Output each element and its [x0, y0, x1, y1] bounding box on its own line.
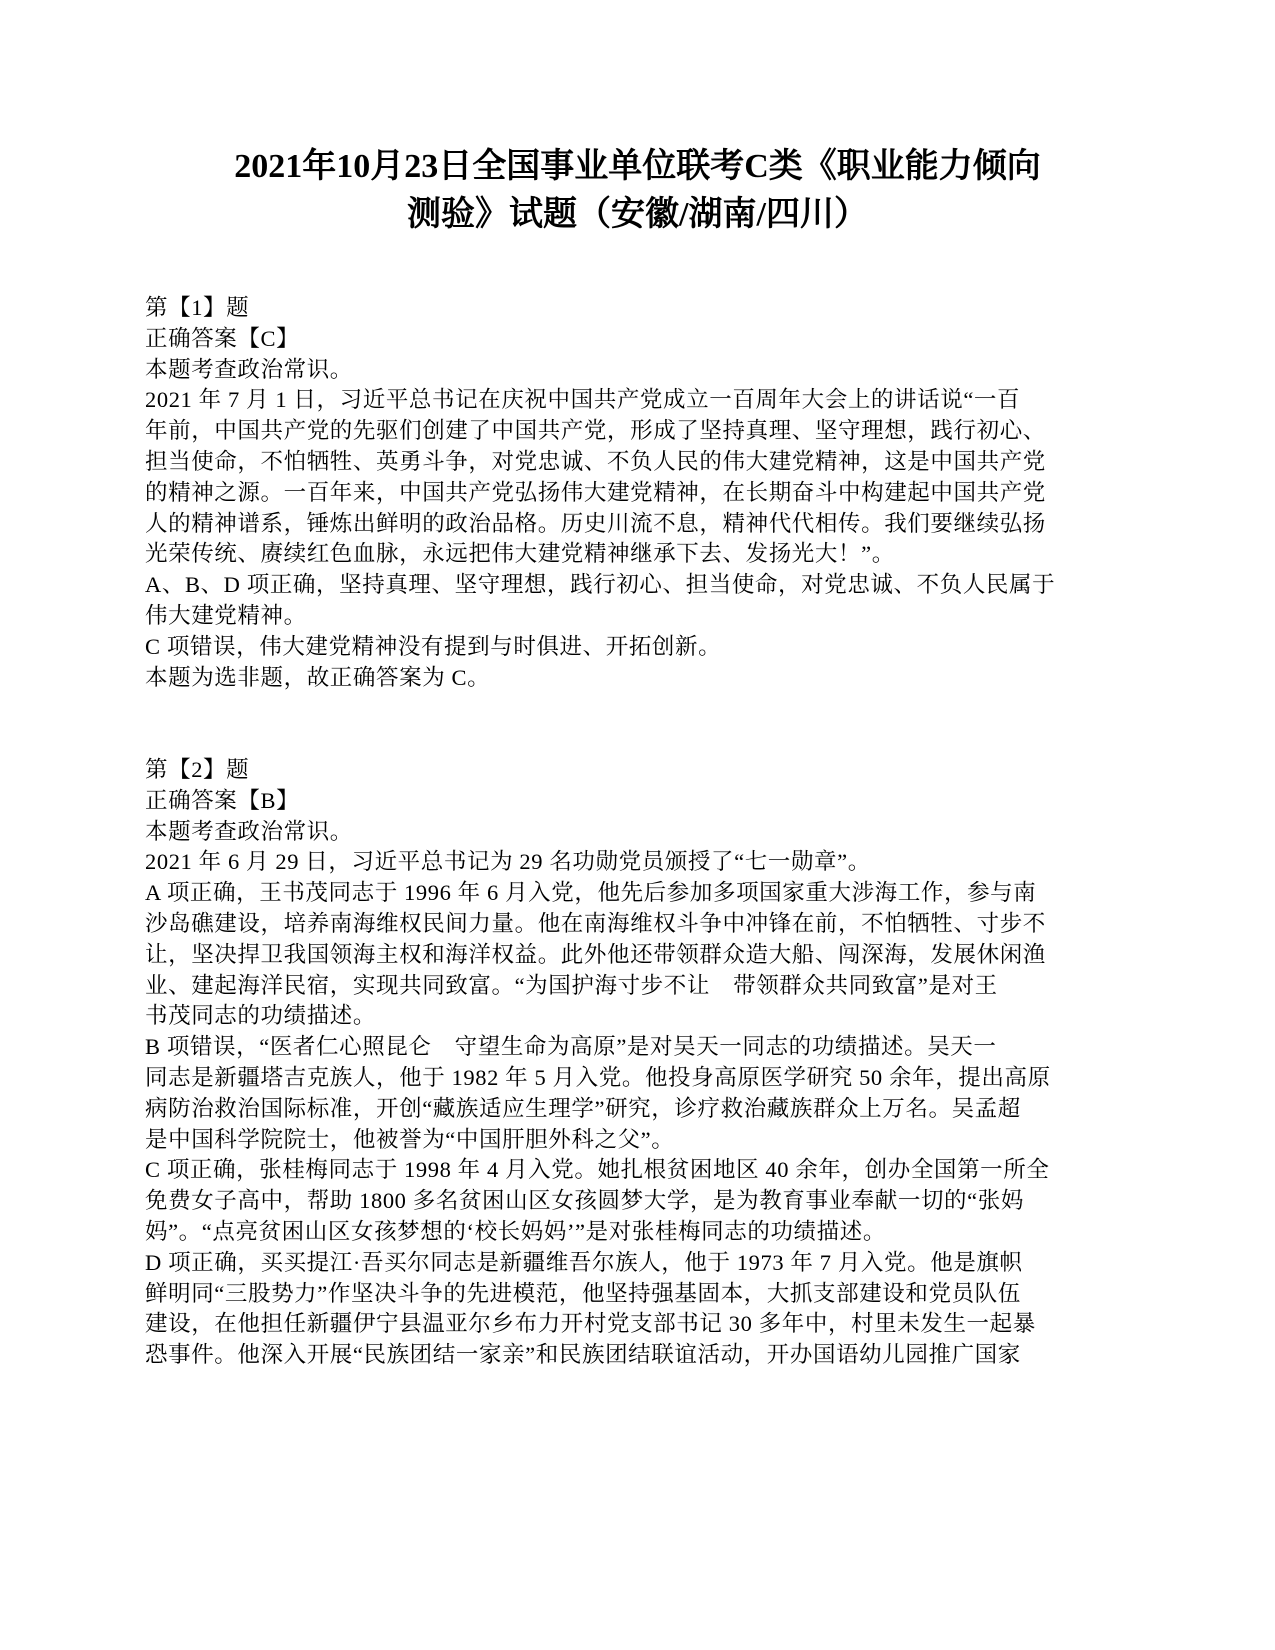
- explanation-line: 书茂同志的功绩描述。: [145, 1003, 377, 1029]
- explanation-line: 免费女子高中，帮助 1800 多名贫困山区女孩圆梦大学，是为教育事业奉献一切的“张妈: [145, 1188, 1024, 1214]
- correct-answer: 正确答案【C】: [145, 325, 300, 351]
- explanation-line: 2021 年 7 月 1 日，习近平总书记在庆祝中国共产党成立一百周年大会上的讲话说“一百: [145, 387, 1021, 413]
- explanation-line: 担当使命，不怕牺牲、英勇斗争，对党忠诚、不负人民的伟大建党精神，这是中国共产党: [145, 448, 1046, 474]
- explanation-line: 本题为选非题，故正确答案为 C。: [145, 664, 491, 690]
- explanation-line: 本题考查政治常识。: [145, 356, 353, 382]
- explanation-line: 同志是新疆塔吉克族人，他于 1982 年 5 月入党。他投身高原医学研究 50 余年，提出高原: [145, 1064, 1051, 1090]
- explanation-line: 恐事件。他深入开展“民族团结一家亲”和民族团结联谊活动，开办国语幼儿园推广国家: [145, 1342, 1021, 1368]
- explanation-line: 病防治救治国际标准，开创“藏族适应生理学”研究，诊疗救治藏族群众上万名。吴孟超: [145, 1095, 1021, 1121]
- question-1: [145, 293, 1085, 693]
- explanation-line: 人的精神谱系，锤炼出鲜明的政治品格。历史川流不息，精神代代相传。我们要继续弘扬: [145, 510, 1046, 536]
- explanation-line: 是中国科学院院士，他被誉为“中国肝胆外科之父”。: [145, 1126, 675, 1152]
- explanation-line: D 项正确，买买提江·吾买尔同志是新疆维吾尔族人，他于 1973 年 7 月入党。他是旗帜: [145, 1249, 1023, 1275]
- correct-answer: 正确答案【B】: [145, 787, 300, 813]
- question-2: [145, 755, 1085, 1371]
- explanation-line: 妈”。“点亮贫困山区女孩梦想的‘校长妈妈’”是对张桂梅同志的功绩描述。: [145, 1218, 886, 1244]
- question-heading: 第【2】题: [145, 757, 250, 782]
- explanation-line: 伟大建党精神。: [145, 602, 307, 628]
- document-title: [0, 143, 1275, 239]
- explanation-line: 2021 年 6 月 29 日，习近平总书记为 29 名功勋党员颁授了“七一勋章”。: [145, 849, 871, 875]
- explanation-line: B 项错误，“医者仁心照昆仑 守望生命为高原”是对吴天一同志的功绩描述。吴天一: [145, 1034, 997, 1060]
- explanation-line: 业、建起海洋民宿，实现共同致富。“为国护海寸步不让 带领群众共同致富”是对王: [145, 972, 998, 998]
- explanation-line: 的精神之源。一百年来，中国共产党弘扬伟大建党精神，在长期奋斗中构建起中国共产党: [145, 479, 1046, 505]
- explanation-line: A 项正确，王书茂同志于 1996 年 6 月入党，他先后参加多项国家重大涉海工作，参与南: [145, 880, 1037, 906]
- explanation-line: 年前，中国共产党的先驱们创建了中国共产党，形成了坚持真理、坚守理想，践行初心、: [145, 418, 1046, 444]
- explanation-line: 本题考查政治常识。: [145, 818, 353, 844]
- explanation-line: 建设，在他担任新疆伊宁县温亚尔乡布力开村党支部书记 30 多年中，村里未发生一起暴: [145, 1311, 1036, 1337]
- title-line-1: 2021年10月23日全国事业单位联考C类《职业能力倾向: [234, 148, 1041, 185]
- question-heading: 第【1】题: [145, 295, 250, 320]
- explanation-line: 让，坚决捍卫我国领海主权和海洋权益。此外他还带领群众造大船、闯深海，发展休闲渔: [145, 941, 1046, 967]
- explanation-line: 鲜明同“三股势力”作坚决斗争的先进模范，他坚持强基固本，大抓支部建设和党员队伍: [145, 1280, 1021, 1306]
- explanation-line: C 项错误，伟大建党精神没有提到与时俱进、开拓创新。: [145, 633, 722, 659]
- title-line-2: 测验》试题（安徽/湖南/四川）: [407, 196, 868, 233]
- explanation-line: 沙岛礁建设，培养南海维权民间力量。他在南海维权斗争中冲锋在前，不怕牺牲、寸步不: [145, 910, 1046, 936]
- explanation-line: C 项正确，张桂梅同志于 1998 年 4 月入党。她扎根贫困地区 40 余年，创办全国第一所全: [145, 1157, 1050, 1183]
- explanation-line: 光荣传统、赓续红色血脉，永远把伟大建党精神继承下去、发扬光大！”。: [145, 541, 895, 567]
- explanation-line: A、B、D 项正确，坚持真理、坚守理想，践行初心、担当使命，对党忠诚、不负人民属于: [145, 572, 1056, 598]
